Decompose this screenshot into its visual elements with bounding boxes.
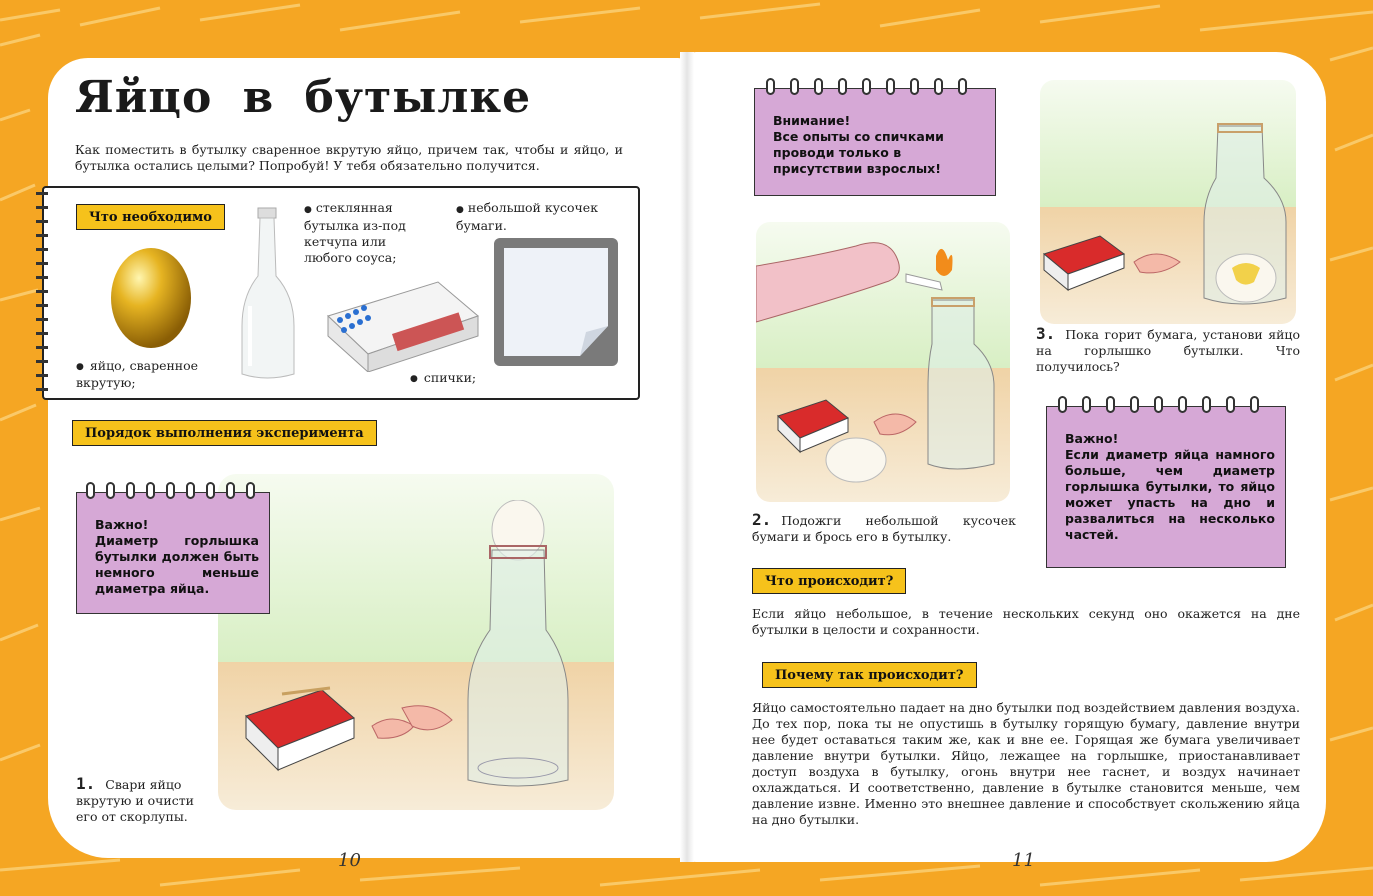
step3-number: 3.: [1036, 324, 1056, 343]
note-right-rings: [1058, 396, 1288, 416]
warning-note: [754, 88, 996, 196]
procedure-heading: Порядок выполнения эксперимента: [72, 420, 377, 446]
page-number-right: 11: [1012, 850, 1035, 871]
item-egg-label: яйцо, сваренное вкрутую;: [76, 358, 199, 390]
materials-spiral: [36, 192, 48, 392]
what-heading: Что происходит?: [752, 568, 906, 594]
step2-number: 2.: [752, 510, 772, 529]
paper-image: [494, 238, 620, 368]
step1-matchbox-and-shells: [242, 686, 462, 776]
step1-label: Свари яйцо вкрутую и очисти его от скорлупы.: [76, 777, 195, 824]
note-left-rings: [86, 482, 266, 502]
item-paper-label: небольшой кусочек бумаги.: [456, 200, 599, 233]
item-egg: [76, 358, 226, 391]
book-spine: [680, 52, 694, 862]
step3-bottle-and-egg: [1040, 118, 1296, 318]
page-title: Яйцо в бутылке: [75, 72, 532, 123]
matchbox-image: [318, 276, 480, 372]
page-number-left: 10: [338, 850, 361, 871]
need-heading: Что необходимо: [76, 204, 225, 230]
note-left-text: Диаметр горлышка бутылки должен быть немного меньше диаметра яйца.: [95, 533, 259, 596]
note-left-title: Важно!: [95, 517, 149, 532]
item-paper: ● небольшой кусочек бумаги.: [456, 200, 599, 233]
item-bottle: ● стеклянная бутылка из-под кетчупа или любого соуса;: [304, 200, 406, 265]
item-matches: [410, 370, 500, 387]
note-right-title: Важно!: [1065, 431, 1119, 446]
step2-text: [752, 512, 1016, 545]
step3-label: Пока горит бумага, установи яйцо на горлышко бутылки. Что получилось?: [1036, 327, 1300, 374]
what-text: Если яйцо небольшое, в течение нескольких секунд оно окажется на дне бутылки в целости и сохранности.: [752, 606, 1300, 637]
warning-text: Все опыты со спичками проводи только в присутствии взрослых!: [773, 129, 944, 176]
step1-bottle-with-egg: [462, 500, 572, 790]
why-text: Яйцо самостоятельно падает на дно бутылки под воздействием давления воздуха. До тех пор, пока ты не опустишь в бутылку горящую бумагу, давление внутри нее будет оставаться таким же, как и вне ее. Горящая же бумага увеличивает давление внутри бутылки. Яйцо, лежащее на горлышке, приостанавливает доступ воздуха в бутылку, огонь внутри нее гаснет, и воздух начинает охлаждаться. И соответственно, давление в бутылке становится меньше, чем давление извне. Именно это внешнее давление и способствует скольжению яйца на дно бутылки.: [752, 700, 1300, 827]
step1-number: 1.: [76, 774, 96, 793]
step3-text: [1036, 326, 1300, 375]
item-matches-label: спички;: [423, 370, 477, 385]
important-note-left: [76, 492, 270, 614]
step1-text: [76, 776, 206, 825]
intro-text: Как поместить в бутылку сваренное вкрутую яйцо, причем так, чтобы и яйцо, и бутылка остались целыми? Попробуй! У тебя обязательно получится.: [75, 142, 623, 173]
egg-image: [106, 240, 196, 350]
step2-label: Подожги небольшой кусочек бумаги и брось его в бутылку.: [752, 513, 1016, 544]
why-heading: Почему так происходит?: [762, 662, 977, 688]
note-right-text: Если диаметр яйца намного больше, чем диаметр горлышка бутылки, то яйцо может упасть на дно и развалиться на несколько частей.: [1065, 447, 1275, 542]
important-note-right: [1046, 406, 1286, 568]
step2-hand-and-bottle: [756, 226, 1006, 486]
ketchup-bottle-image: [236, 206, 300, 386]
warning-rings: [766, 78, 996, 98]
warning-title: Внимание!: [773, 113, 851, 128]
item-bottle-label: стеклянная бутылка из-под кетчупа или любого соуса;: [304, 200, 406, 265]
